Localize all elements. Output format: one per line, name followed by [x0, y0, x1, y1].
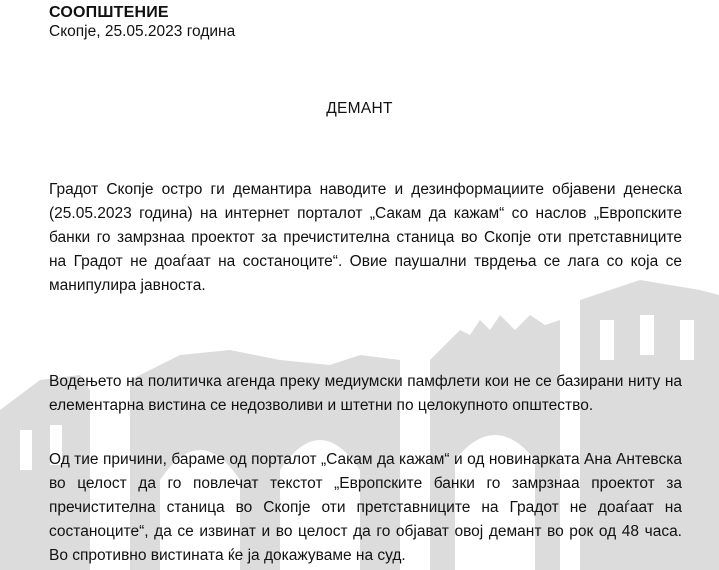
document-date: Скопје, 25.05.2023 година — [49, 23, 236, 40]
paragraph-2: Водењето на политичка агенда преку медиумски памфлети кои не се базирани ниту на елементарна вистина се недозволиви и штетни по целокупното општество. — [49, 373, 682, 414]
paragraph-3: Од тие причини, бараме од порталот „Сакам да кажам“ и од новинарката Ана Антевска во целост да го повлечат текстот „Европските банки го замрзнаа проектот за пречистителна станица во Скопје оти претставниците на Градот не доаѓаат на состаноците“, да се извинат и во целост да го објават овој демант во рок од 48 часа. Во спротивно вистината ќе ја докажуваме на суд. — [49, 451, 682, 564]
paragraph-1: Градот Скопје остро ги демантира наводите и дезинформациите објавени денеска (25.05.2023 година) на интернет порталот „Сакам да кажам“ со наслов „Европските банки го замрзнаа проектот за пречистителна станица во Скопје оти претставниците на Градот не доаѓаат на состаноците“. Овие паушални тврдења се лага со која се манипулира јавноста. — [49, 181, 682, 294]
section-heading: ДЕМАНТ — [326, 100, 393, 117]
document-title: СООПШТЕНИЕ — [49, 4, 169, 21]
